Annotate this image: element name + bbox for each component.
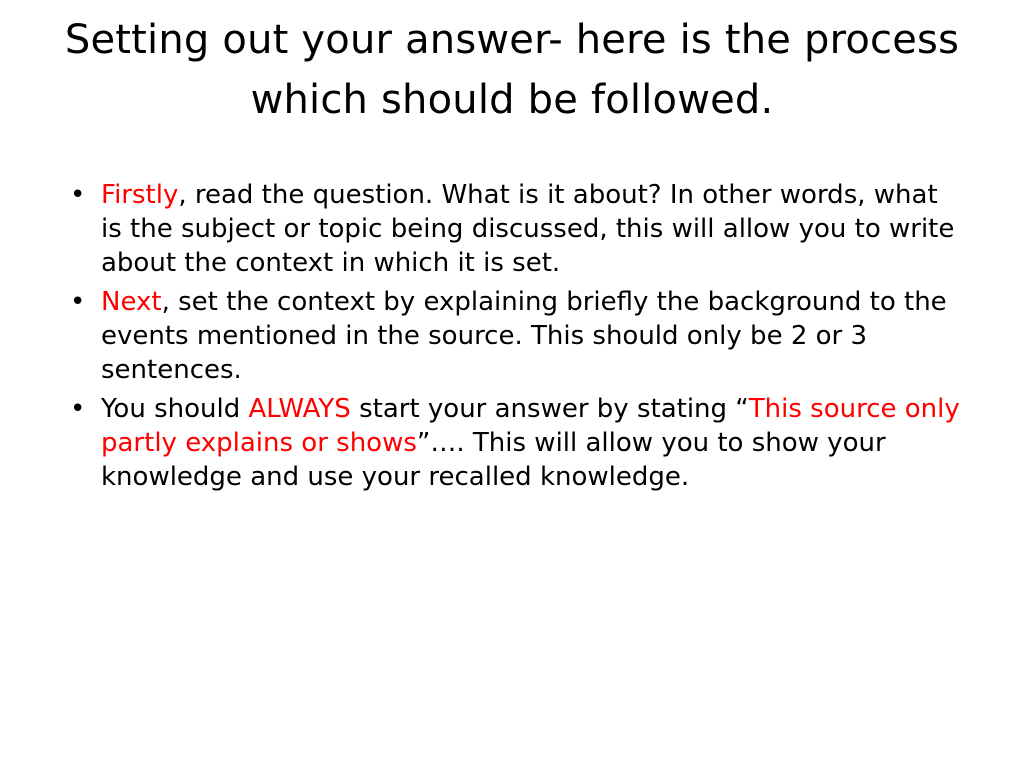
bullet-dot-icon: • — [70, 287, 86, 317]
bullet-prefix-always: You should — [101, 394, 249, 424]
bullet-suffix-always: ”…. This will allow you to show your knowledge and use your recalled knowledge. — [101, 428, 886, 492]
bullet-list — [70, 178, 960, 499]
bullet-quote: This source only partly explains or shows — [101, 394, 960, 458]
bullet-dot-icon: • — [70, 180, 86, 210]
bullet-highlight-always: ALWAYS — [248, 394, 351, 424]
slide-title: Setting out your answer- here is the process which should be followed. — [64, 17, 960, 123]
bullet-middle-always: start your answer by stating “ — [350, 394, 749, 424]
bullet-item-always — [70, 392, 960, 494]
bullet-highlight-next: Next — [101, 287, 162, 317]
bullet-text-firstly: , read the question. What is it about? In other words, what is the subject or topic being discussed, this will allow you to write about the context in which it is set. — [101, 180, 955, 278]
bullet-dot-icon: • — [70, 394, 86, 424]
bullet-item-next — [70, 285, 960, 387]
bullet-highlight-firstly: Firstly — [101, 180, 179, 210]
bullet-text-next: , set the context by explaining briefly the background to the events mentioned in the source. This should only be 2 or 3 sentences. — [101, 287, 947, 385]
bullet-item-firstly — [70, 178, 960, 280]
